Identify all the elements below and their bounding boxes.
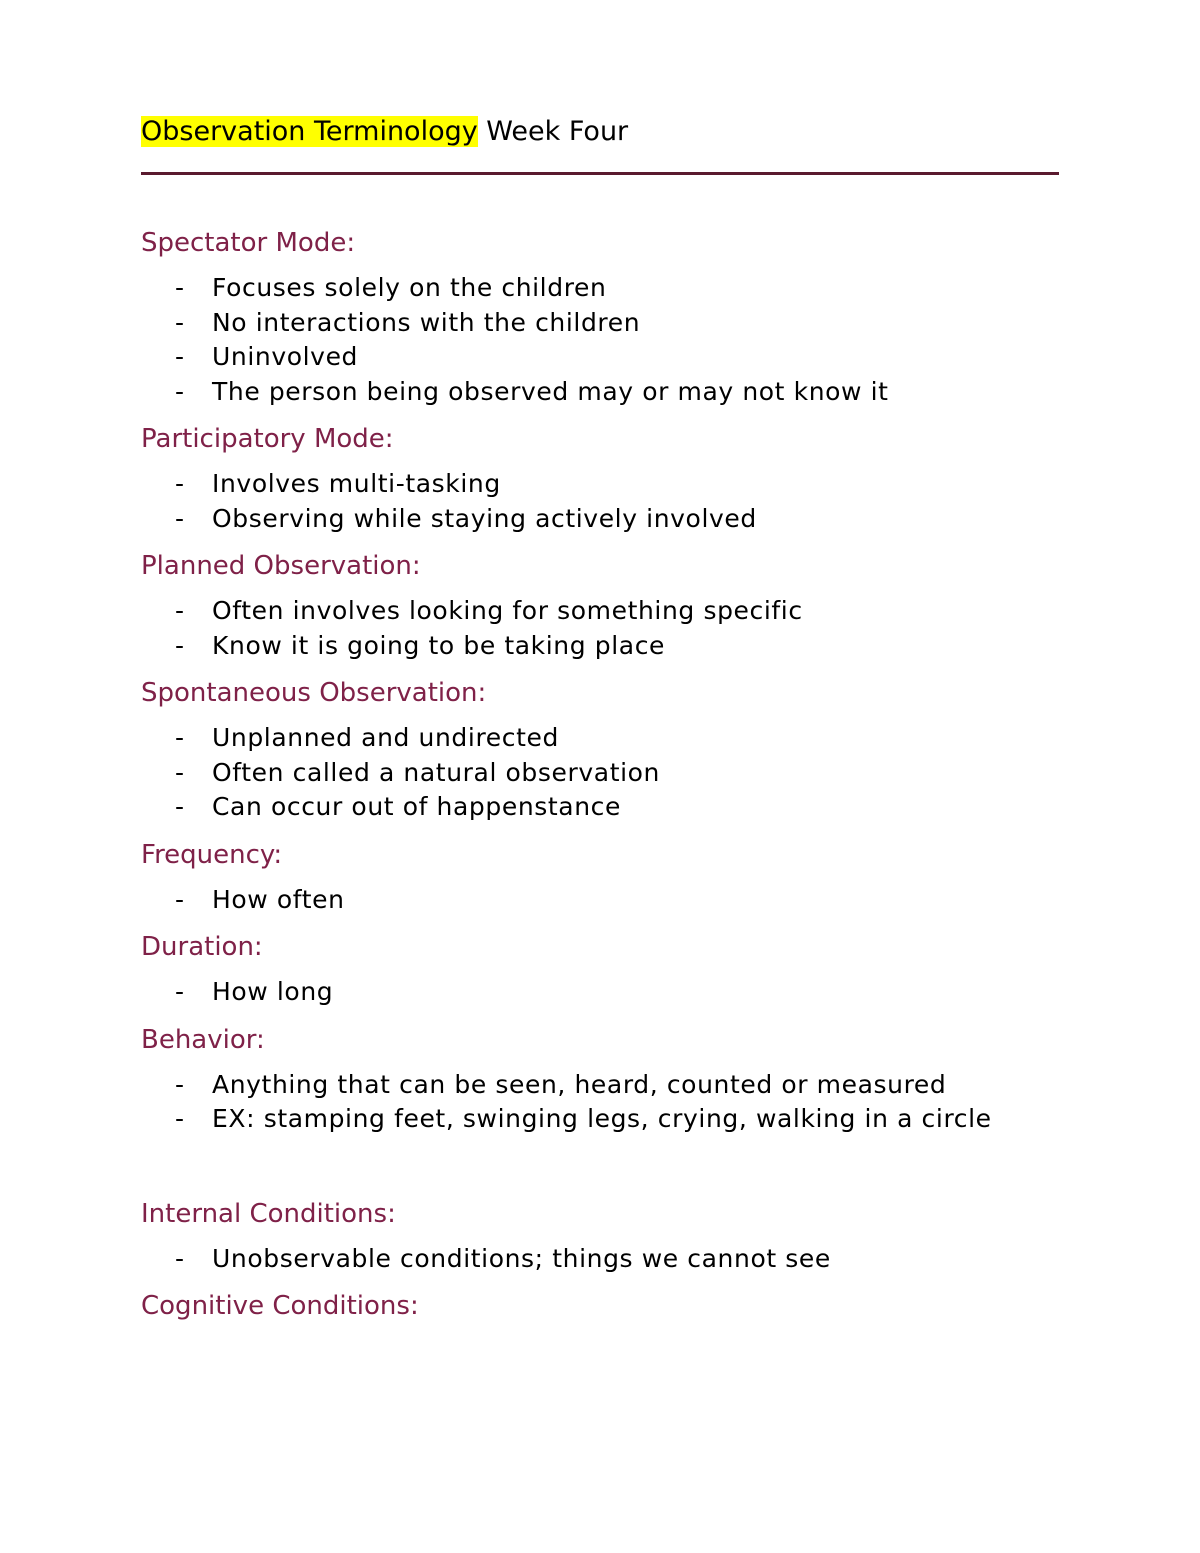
section-heading: Spontaneous Observation: xyxy=(141,678,487,708)
section-heading: Cognitive Conditions: xyxy=(141,1291,419,1321)
section-heading: Participatory Mode: xyxy=(141,424,394,454)
section-duration xyxy=(141,929,1059,1010)
list-item-text: Unobservable conditions; things we cannot see xyxy=(212,1243,831,1273)
dash-bullet: - xyxy=(175,792,185,821)
section-cognitive-conditions xyxy=(141,1288,1059,1324)
document-title xyxy=(141,112,1059,152)
dash-bullet: - xyxy=(175,273,185,302)
dash-bullet: - xyxy=(175,977,185,1006)
list-item-text: Often involves looking for something specific xyxy=(212,596,803,625)
dash-bullet: - xyxy=(175,596,185,625)
list-item xyxy=(141,790,1059,825)
dash-bullet: - xyxy=(175,503,185,533)
bullet-list xyxy=(141,271,1059,409)
section-planned-observation xyxy=(141,548,1059,663)
bullet-list xyxy=(141,594,1059,663)
section-spectator-mode xyxy=(141,225,1059,409)
section-heading: Planned Observation: xyxy=(141,551,421,581)
list-item xyxy=(141,467,1059,502)
dash-bullet: - xyxy=(175,1069,185,1099)
list-item-text: Can occur out of happenstance xyxy=(212,792,622,821)
list-item-text: How long xyxy=(212,977,334,1006)
list-item xyxy=(141,502,1059,537)
title-highlighted-text: Observation Terminology xyxy=(141,116,478,147)
section-frequency xyxy=(141,837,1059,918)
dash-bullet: - xyxy=(175,757,185,787)
list-item-text: Focuses solely on the children xyxy=(212,273,607,302)
section-spontaneous-observation xyxy=(141,675,1059,825)
section-heading: Duration: xyxy=(141,932,263,962)
list-item-text: EX: stamping feet, swinging legs, crying, walking in a circle xyxy=(212,1104,992,1133)
title-week-text: Week Four xyxy=(477,116,629,147)
list-item xyxy=(141,721,1059,756)
section-heading: Frequency: xyxy=(141,839,283,870)
dash-bullet: - xyxy=(175,469,185,498)
list-item-text: How often xyxy=(212,884,345,914)
list-item-text: Know it is going to be taking place xyxy=(212,630,666,660)
dash-bullet: - xyxy=(175,1104,185,1133)
list-item-text: Observing while staying actively involved xyxy=(212,503,757,533)
bullet-list xyxy=(141,1242,1059,1277)
section-heading: Behavior: xyxy=(141,1024,265,1055)
bullet-list xyxy=(141,721,1059,825)
bullet-list xyxy=(141,1068,1059,1137)
list-item-text: Often called a natural observation xyxy=(212,757,660,787)
list-item xyxy=(141,1242,1059,1277)
list-item xyxy=(141,1102,1059,1137)
list-item-text: Uninvolved xyxy=(212,342,359,371)
list-item xyxy=(141,375,1059,410)
list-item xyxy=(141,883,1059,918)
list-item xyxy=(141,975,1059,1010)
dash-bullet: - xyxy=(175,342,185,371)
dash-bullet: - xyxy=(175,376,185,406)
list-item-text: No interactions with the children xyxy=(212,307,641,337)
list-item xyxy=(141,594,1059,629)
bullet-list xyxy=(141,883,1059,918)
list-item xyxy=(141,1068,1059,1103)
section-internal-conditions xyxy=(141,1196,1059,1277)
dash-bullet: - xyxy=(175,884,185,914)
list-item-text: Anything that can be seen, heard, counted or measured xyxy=(212,1069,947,1099)
bullet-list xyxy=(141,467,1059,536)
dash-bullet: - xyxy=(175,723,185,752)
dash-bullet: - xyxy=(175,630,185,660)
list-item-text: The person being observed may or may not know it xyxy=(212,376,889,406)
dash-bullet: - xyxy=(175,1243,185,1273)
dash-bullet: - xyxy=(175,307,185,337)
list-item xyxy=(141,306,1059,341)
list-item xyxy=(141,340,1059,375)
list-item xyxy=(141,756,1059,791)
section-behavior xyxy=(141,1022,1059,1137)
bullet-list xyxy=(141,975,1059,1010)
title-divider xyxy=(141,172,1059,175)
list-item xyxy=(141,271,1059,306)
list-item xyxy=(141,629,1059,664)
section-heading: Internal Conditions: xyxy=(141,1198,396,1229)
section-participatory-mode xyxy=(141,421,1059,536)
list-item-text: Unplanned and undirected xyxy=(212,723,559,752)
section-heading: Spectator Mode: xyxy=(141,228,356,258)
list-item-text: Involves multi-tasking xyxy=(212,469,501,498)
document-page xyxy=(141,112,1059,1324)
